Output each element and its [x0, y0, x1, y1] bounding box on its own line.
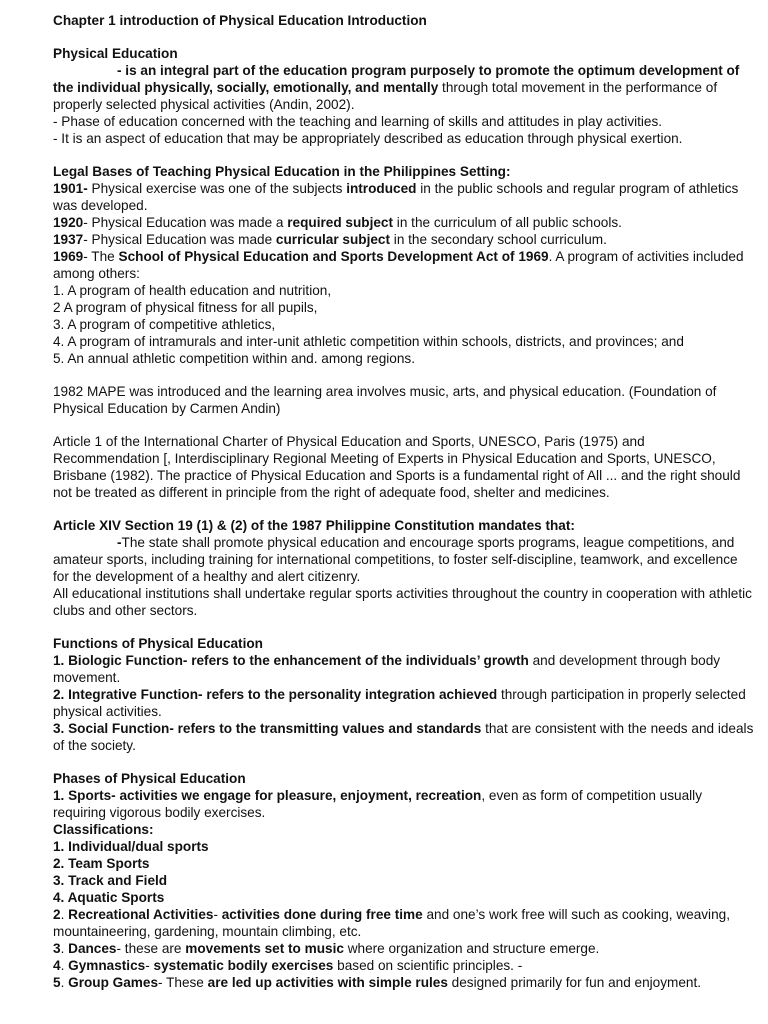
legal-list-item: 3. A program of competitive athletics, — [53, 317, 276, 332]
legal-list-item: 5. An annual athletic competition within and. among regions. — [53, 351, 415, 366]
legal-list-item: 2 A program of physical fitness for all pupils, — [53, 300, 318, 315]
article14-paragraph: All educational institutions shall undertake regular sports activities throughout the country in cooperation with athletic clubs and other sectors. — [53, 586, 752, 618]
pe-definition: - is an integral part of the education program purposely to promote the optimum development of the individual physically, socially, emotionally, and mentally through total movement in the performance of properly selected physical activities (Andin, 2002). — [53, 63, 740, 112]
article14-heading: Article XIV Section 19 (1) & (2) of the 1987 Philippine Constitution mandates that: — [53, 518, 575, 533]
legal-1901: 1901- Physical exercise was one of the subjects introduced in the public schools and regular program of athletics was developed. — [53, 181, 739, 213]
pe-bullet: - Phase of education concerned with the teaching and learning of skills and attitudes in play activities. — [53, 114, 663, 129]
classification-item: 3. Track and Field — [53, 873, 168, 888]
pe-bullet: - It is an aspect of education that may be appropriately described as education through physical exertion. — [53, 131, 683, 146]
legal-heading: Legal Bases of Teaching Physical Education in the Philippines Setting: — [53, 164, 511, 179]
function-item: 2. Integrative Function- refers to the personality integration achieved through participation in properly selected physical activities. — [53, 687, 746, 719]
function-item: 1. Biologic Function- refers to the enhancement of the individuals’ growth and development through body movement. — [53, 653, 721, 685]
phase-item: 1. Sports- activities we engage for pleasure, enjoyment, recreation, even as form of competition usually requiring vigorous bodily exercises. — [53, 788, 702, 820]
article14-paragraph: -The state shall promote physical education and encourage sports programs, league competitions, and amateur sports, including training for international competitions, to foster self-discipline, teamwork, and excellence for the development of a healthy and alert citizenry. — [53, 535, 738, 584]
pe-heading: Physical Education — [53, 46, 178, 61]
legal-1920: 1920- Physical Education was made a required subject in the curriculum of all public schools. — [53, 215, 622, 230]
article1-paragraph: Article 1 of the International Charter of Physical Education and Sports, UNESCO, Paris (1975) and Recommendation [, Interdisciplinary Regional Meeting of Experts in Physical Education and Sports, UNESCO, Brisbane (1982). The practice of Physical Education and Sports is a fundamental right of All ... and the right should not be treated as different in principle from the right of adequate food, shelter and medicines. — [53, 434, 741, 500]
document-title: Chapter 1 introduction of Physical Education Introduction — [53, 13, 427, 28]
function-item: 3. Social Function- refers to the transmitting values and standards that are consistent with the needs and ideals of the society. — [53, 721, 754, 753]
legal-1937: 1937- Physical Education was made curricular subject in the secondary school curriculum. — [53, 232, 607, 247]
classification-item: 4. Aquatic Sports — [53, 890, 165, 905]
legal-list-item: 1. A program of health education and nutrition, — [53, 283, 332, 298]
phase-item: 2. Recreational Activities- activities done during free time and one’s work free will such as cooking, weaving, mountaineering, gardening, mountain climbing, etc. — [53, 907, 730, 939]
classifications-heading: Classifications: — [53, 822, 154, 837]
phases-heading: Phases of Physical Education — [53, 771, 246, 786]
classification-item: 1. Individual/dual sports — [53, 839, 209, 854]
legal-list-item: 4. A program of intramurals and inter-unit athletic competition within schools, districts, and provinces; and — [53, 334, 684, 349]
classification-item: 2. Team Sports — [53, 856, 150, 871]
phase-item: 5. Group Games- These are led up activities with simple rules designed primarily for fun and enjoyment. — [53, 975, 702, 990]
phase-item: 4. Gymnastics- systematic bodily exercises based on scientific principles. - — [53, 958, 523, 973]
legal-1969: 1969- The School of Physical Education and Sports Development Act of 1969. A program of activities included among others: — [53, 249, 744, 281]
functions-heading: Functions of Physical Education — [53, 636, 263, 651]
mape-paragraph: 1982 MAPE was introduced and the learning area involves music, arts, and physical education. (Foundation of Physical Education by Carmen Andin) — [53, 384, 717, 416]
phase-item: 3. Dances- these are movements set to music where organization and structure emerge. — [53, 941, 600, 956]
